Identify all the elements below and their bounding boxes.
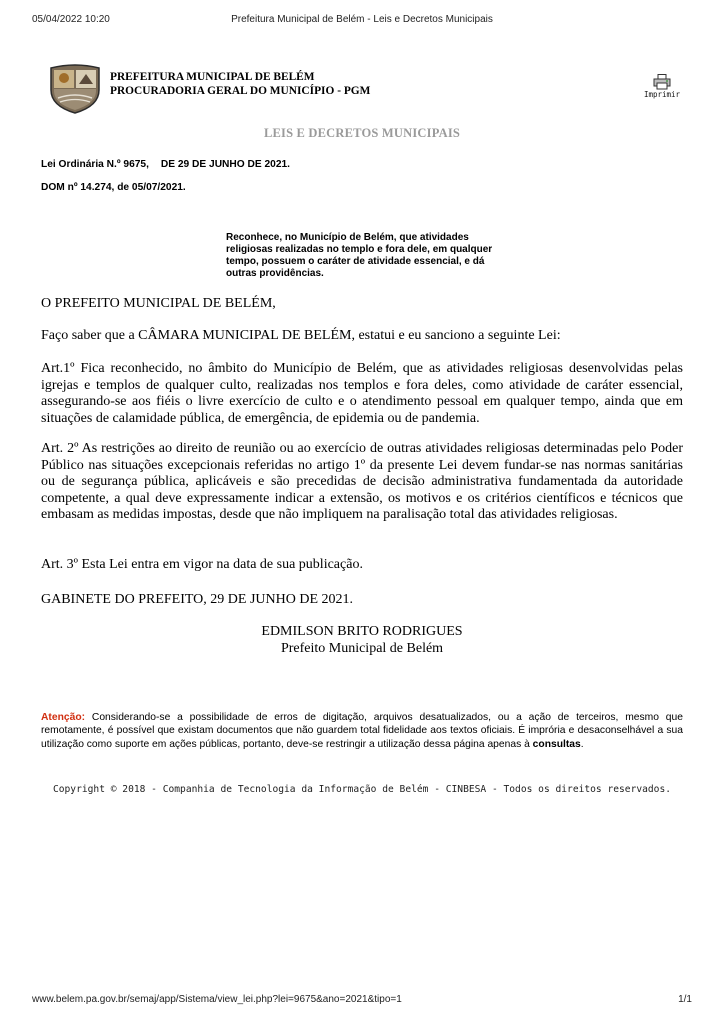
attention-text: Considerando-se a possibilidade de erros de digitação, arquivos desatualizados, ou a ação de terceiros, mesmo que remotamente, é possível que existam documentos que não guardem total fidelidade aos textos oficiais. É imprória e desaconselhável a sua utilização como suporte em ações públicas, portanto, deve-se restringir a utilização dessa página apenas à <box>41 712 683 750</box>
print-button[interactable] <box>642 74 682 102</box>
org-name: PREFEITURA MUNICIPAL DE BELÉM <box>110 71 315 83</box>
law-number: Lei Ordinária N.º 9675, <box>41 159 149 170</box>
law-identifier <box>41 159 290 170</box>
org-department: PROCURADORIA GERAL DO MUNICÍPIO - PGM <box>110 85 371 97</box>
print-button-label: Imprimir <box>643 90 681 99</box>
dom-publication: DOM nº 14.274, de 05/07/2021. <box>41 182 186 193</box>
article-1: Art.1º Fica reconhecido, no âmbito do Município de Belém, que as atividades religiosas desenvolvidas pelas igrejas e templos de qualquer culto, realizadas nos templos e fora deles, como atividade de caráter essencial, assegurando-se aos fiéis o livre exercício de culto e o atendimento pessoal em qualquer tempo, ainda que em situações de calamidade pública, de emergência, de epidemia ou de pandemia. <box>41 361 683 426</box>
print-header <box>32 14 692 28</box>
signer-name: EDMILSON BRITO RODRIGUES <box>261 624 463 639</box>
law-summary: Reconhece, no Município de Belém, que atividades religiosas realizadas no templo e fora dele, em qualquer tempo, possuem o caráter de atividade essencial, e dá outras providências. <box>226 232 493 279</box>
attention-emphasis: consultas <box>532 738 581 750</box>
page-url: www.belem.pa.gov.br/semaj/app/Sistema/view_lei.php?lei=9675&ano=2021&tipo=1 <box>32 994 402 1005</box>
signer-role: Prefeito Municipal de Belém <box>280 640 444 656</box>
organization-header <box>110 70 370 98</box>
preamble-mayor: O PREFEITO MUNICIPAL DE BELÉM, <box>41 296 276 311</box>
article-3: Art. 3º Esta Lei entra em vigor na data de sua publicação. <box>41 557 363 572</box>
page-number: 1/1 <box>678 994 692 1005</box>
attention-notice <box>41 711 683 751</box>
signature-block <box>0 624 724 657</box>
article-2: Art. 2º As restrições ao direito de reunião ou ao exercício de outras atividades religiosas determinadas pelo Poder Público nas situações excepcionais referidas no artigo 1º da presente Lei devem fundar-se nas normas sanitárias ou de segurança pública, aplicáveis e são precedidas de decisão administrativa fundamentada da autoridade competente, a qual deve expressamente indicar a extensão, os motivos e os critérios científicos e técnicos que embasam as medidas impostas, desde que não impliquem na paralisação total das atividades religiosas. <box>41 441 683 522</box>
print-page-title: Prefeitura Municipal de Belém - Leis e Decretos Municipais <box>231 14 493 25</box>
law-date: DE 29 DE JUNHO DE 2021. <box>160 159 291 170</box>
preamble-enactment: Faço saber que a CÂMARA MUNICIPAL DE BELÉM, estatui e eu sanciono a seguinte Lei: <box>41 328 561 343</box>
print-footer <box>32 994 692 1008</box>
attention-label: Atenção: <box>41 712 86 723</box>
copyright-notice: Copyright © 2018 - Companhia de Tecnologia da Informação de Belém - CINBESA - Todos os direitos reservados. <box>52 784 672 795</box>
printer-icon <box>653 74 671 90</box>
attention-end: . <box>580 738 584 750</box>
print-datetime: 05/04/2022 10:20 <box>32 14 110 25</box>
gabinete-line: GABINETE DO PREFEITO, 29 DE JUNHO DE 2021. <box>41 592 354 607</box>
belem-crest-logo <box>48 62 102 114</box>
section-title: LEIS E DECRETOS MUNICIPAIS <box>263 126 461 140</box>
